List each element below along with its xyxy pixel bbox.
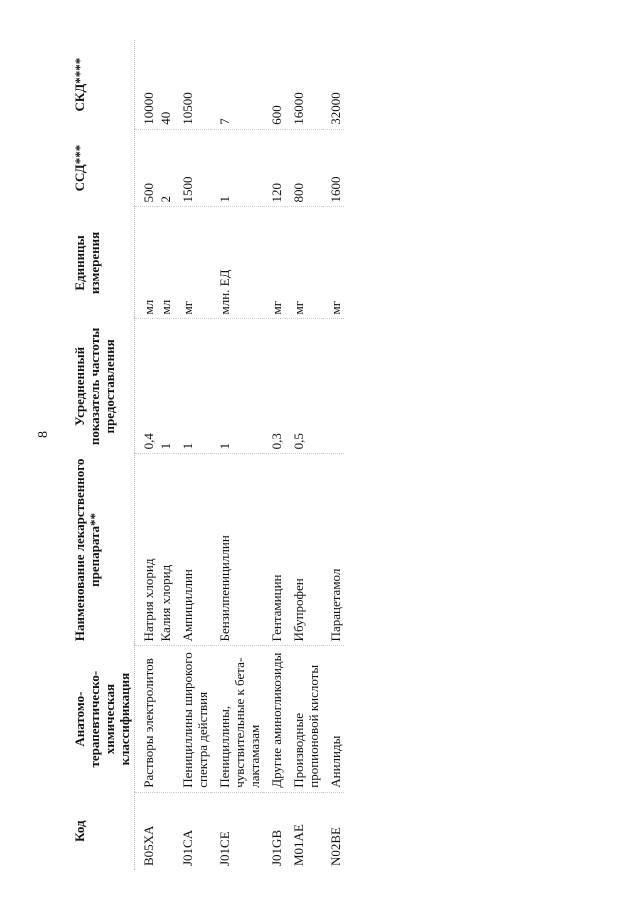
drug-name-cell: Парацетамол (322, 454, 344, 646)
skd-cell: 10000 (135, 40, 158, 129)
ssd-cell: 500 (135, 129, 158, 207)
header-skd: СКД**** (70, 40, 135, 129)
atc-cell: Анилиды (322, 646, 344, 792)
atc-cell: Производные пропионовой кислоты (285, 646, 322, 792)
code-cell: J01CA (180, 829, 195, 866)
table-row (285, 40, 322, 870)
skd-cell: 32000 (322, 40, 344, 129)
header-code: Код (70, 792, 135, 870)
frequency-cell: 1 (211, 319, 263, 454)
drug-name-cell: Ампициллин (174, 454, 211, 646)
table-row (211, 40, 263, 870)
drug-name-cell: Гентамицин (263, 454, 285, 646)
atc-cell: Растворы электролитов (135, 646, 158, 792)
code-cell (157, 792, 174, 870)
table-row (157, 40, 174, 870)
unit-cell: мг (322, 207, 344, 319)
atc-cell: Пенициллины, чувствительные к бета-лактамазам (211, 646, 263, 792)
code-cell: J01GB (269, 829, 284, 866)
frequency-cell: 0,3 (263, 319, 285, 454)
unit-cell: мг (285, 207, 322, 319)
atc-cell: Другие аминогликозиды (263, 646, 285, 792)
table-row (263, 40, 285, 870)
rotated-table-container (70, 40, 570, 870)
frequency-cell: 1 (174, 319, 211, 454)
header-atc: Анатомо-терапевтическо-химическая классификация (70, 646, 135, 792)
skd-cell: 40 (157, 40, 174, 129)
skd-cell: 600 (263, 40, 285, 129)
drug-table (70, 40, 344, 870)
table-row (135, 40, 158, 870)
code-cell: N02BE (328, 827, 343, 866)
page-number: 8 (36, 431, 51, 438)
drug-name-cell: Бензилпенициллин (211, 454, 263, 646)
drug-name-cell: Натрия хлорид (135, 454, 158, 646)
ssd-cell: 1 (211, 129, 263, 207)
atc-cell (157, 646, 174, 792)
frequency-cell: 0,5 (285, 319, 322, 454)
drug-name-cell: Ибупрофен (285, 454, 322, 646)
unit-cell: мг (174, 207, 211, 319)
code-cell: M01AE (291, 824, 306, 866)
ssd-cell: 2 (157, 129, 174, 207)
ssd-cell: 800 (285, 129, 322, 207)
unit-cell: мг (263, 207, 285, 319)
table-header-row (70, 40, 135, 870)
ssd-cell: 1600 (322, 129, 344, 207)
table-row (174, 40, 211, 870)
header-unit: Единицы измерения (70, 207, 135, 319)
ssd-cell: 1500 (174, 129, 211, 207)
ssd-cell: 120 (263, 129, 285, 207)
table-row (322, 40, 344, 870)
frequency-cell (322, 319, 344, 454)
frequency-cell: 1 (157, 319, 174, 454)
code-cell: J01CE (217, 831, 232, 866)
unit-cell: мл (135, 207, 158, 319)
table-body (135, 40, 345, 870)
skd-cell: 16000 (285, 40, 322, 129)
skd-cell: 7 (211, 40, 263, 129)
code-cell: B05XA (141, 825, 156, 866)
header-ssd: ССД*** (70, 129, 135, 207)
drug-name-cell: Калия хлорид (157, 454, 174, 646)
unit-cell: мл (157, 207, 174, 319)
atc-cell: Пенициллины широкого спектра действия (174, 646, 211, 792)
skd-cell: 10500 (174, 40, 211, 129)
header-name: Наименование лекарственного препарата** (70, 454, 135, 646)
frequency-cell: 0,4 (135, 319, 158, 454)
header-frequency: Усредненный показатель частоты предоставления (70, 319, 135, 454)
unit-cell: млн. ЕД (211, 207, 263, 319)
